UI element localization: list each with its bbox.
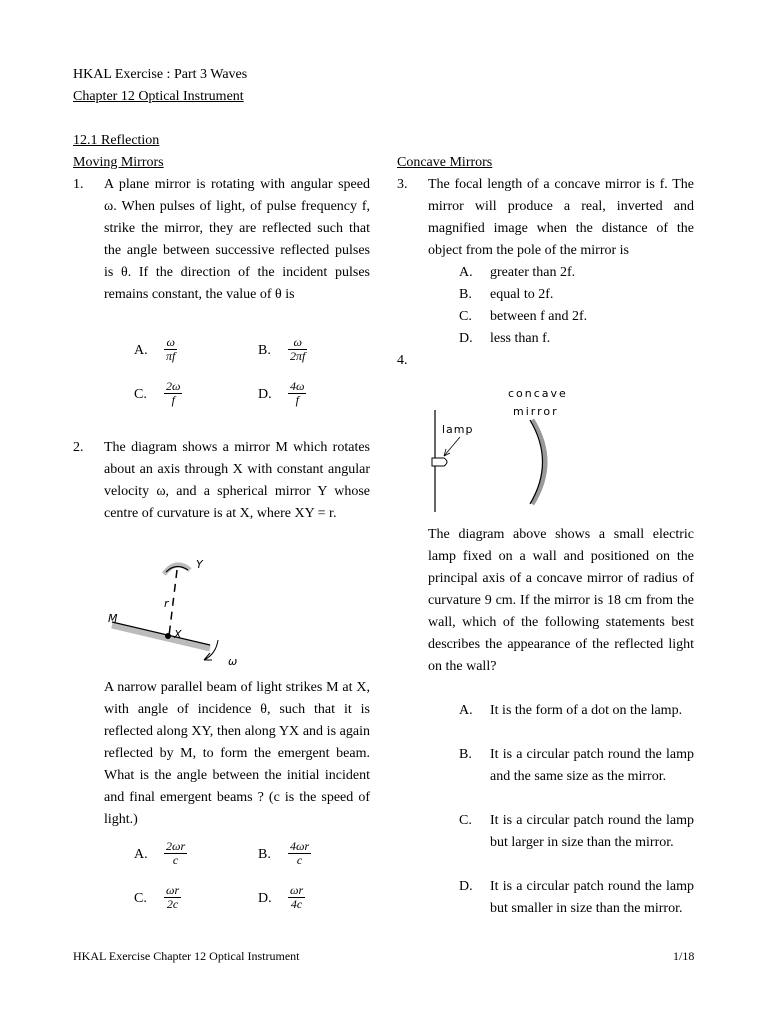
plane-mirror-m-surface [112,622,210,645]
plane-mirror-m [112,625,210,648]
q4-option-d-text: It is a circular patch round the lamp but smaller in size than the mirror. [490,879,694,916]
denominator: f [171,393,175,407]
label-m: M [108,612,118,625]
q2-option-b [258,844,271,866]
lamp-bulb [432,458,447,466]
option-label: A. [134,343,148,358]
q1-text: A plane mirror is rotating with angular speed ω. When pulses of light, of pulse frequency f, strike the mirror, they are reflected such that the angle between successive reflected pulses is θ. If the direction of the incident pulses remains constant, the value of θ is [104,177,370,302]
q2-option-c [134,888,147,910]
q4-option-c-text: It is a circular patch round the lamp but larger in size than the mirror. [490,813,694,850]
q3-option-d-label: D. [459,331,473,346]
q3-option-a-label: A. [459,265,473,280]
dashed-line-xy [169,570,177,636]
denominator: 2πf [290,349,306,363]
pivot-x [165,633,171,639]
label-r: r [164,597,169,610]
q2-text: The diagram shows a mirror M which rotates about an axis through X with constant angular velocity ω, and a spherical mirror Y whose centre of curvature is at X, where XY = r. [104,440,370,521]
q3-option-c-text: between f and 2f. [490,309,588,324]
footer-left: HKAL Exercise Chapter 12 Optical Instrument [73,949,300,963]
numerator: 2ωr [166,839,186,853]
label-x: X [174,628,182,641]
q3-option-b-label: B. [459,287,472,302]
q3-option-d-text: less than f. [490,331,551,346]
label-concave: concave [508,387,568,400]
q1-option-d [258,384,272,406]
q2-option-d [258,888,272,910]
numerator: 4ω [290,379,305,393]
q2-option-c-fraction [164,884,181,911]
q4-option-d-label: D. [459,879,473,894]
q2-number: 2. [73,440,84,455]
numerator: ωr [290,883,304,897]
q3-option-c-label: C. [459,309,472,324]
option-label: C. [134,891,147,906]
q1-option-b-fraction [288,336,307,363]
option-label: B. [258,847,271,862]
rotating-mirror-diagram [100,550,260,675]
q4-option-a-label: A. [459,703,473,718]
q1-option-d-fraction [288,380,306,407]
section-title: 12.1 Reflection [73,133,160,148]
q2-option-b-fraction [288,840,311,867]
denominator: πf [166,349,176,363]
page-number: 1/18 [673,949,695,963]
numerator: 4ωr [290,839,310,853]
denominator: c [172,853,179,867]
q3-option-a-text: greater than 2f. [490,265,576,280]
rotation-arrowhead [204,653,212,660]
denominator: 4c [290,897,303,911]
moving-mirrors-heading: Moving Mirrors [73,155,164,170]
option-label: D. [258,891,272,906]
numerator: 2ω [166,379,181,393]
doc-title: HKAL Exercise : Part 3 Waves [73,67,248,82]
q2-option-a [134,844,148,866]
label-y: Y [196,558,203,571]
q4-option-c-label: C. [459,813,472,828]
q2-text-2: A narrow parallel beam of light strikes M at X, with angle of incidence θ, such that it is reflected along XY, then along YX and is again reflected by M, to form the emergent beam. What is the angle between the initial incident and final emergent beams ? (c is the speed of light.) [104,680,370,827]
q2-option-d-fraction [288,884,305,911]
q3-text: The focal length of a concave mirror is f. The mirror will produce a real, inverted and magnified image when the distance of the object from the pole of the mirror is [428,177,694,258]
q3-number: 3. [397,177,408,192]
q4-text: The diagram above shows a small electric lamp fixed on a wall and positioned on the principal axis of a concave mirror of radius of curvature 9 cm. If the mirror is 18 cm from the wall, which of the following statements best describes the appearance of the reflected light on the wall? [428,527,694,674]
option-label: C. [134,387,147,402]
q4-number: 4. [397,353,408,368]
q2-option-a-fraction [164,840,187,867]
concave-mirror-diagram [420,382,580,517]
numerator: ω [293,335,302,349]
chapter-title: Chapter 12 Optical Instrument [73,89,244,104]
label-mirror: mirror [513,405,559,418]
q4-option-b-label: B. [459,747,472,762]
q3-option-b-text: equal to 2f. [490,287,554,302]
option-label: D. [258,387,272,402]
q1-number: 1. [73,177,84,192]
label-omega: ω [228,655,238,668]
numerator: ω [166,335,175,349]
label-lamp: lamp [442,423,474,436]
option-label: B. [258,343,271,358]
denominator: f [295,393,299,407]
q1-option-a [134,340,148,362]
numerator: ωr [166,883,180,897]
lamp-pointer [444,437,460,456]
option-label: A. [134,847,148,862]
denominator: 2c [166,897,179,911]
q1-option-c [134,384,147,406]
q4-option-a-text: It is the form of a dot on the lamp. [490,703,683,718]
concave-mirrors-heading: Concave Mirrors [397,155,493,170]
q4-option-b-text: It is a circular patch round the lamp and the same size as the mirror. [490,747,694,784]
q1-option-b [258,340,271,362]
q1-option-a-fraction [164,336,177,363]
denominator: c [296,853,303,867]
q1-option-c-fraction [164,380,182,407]
